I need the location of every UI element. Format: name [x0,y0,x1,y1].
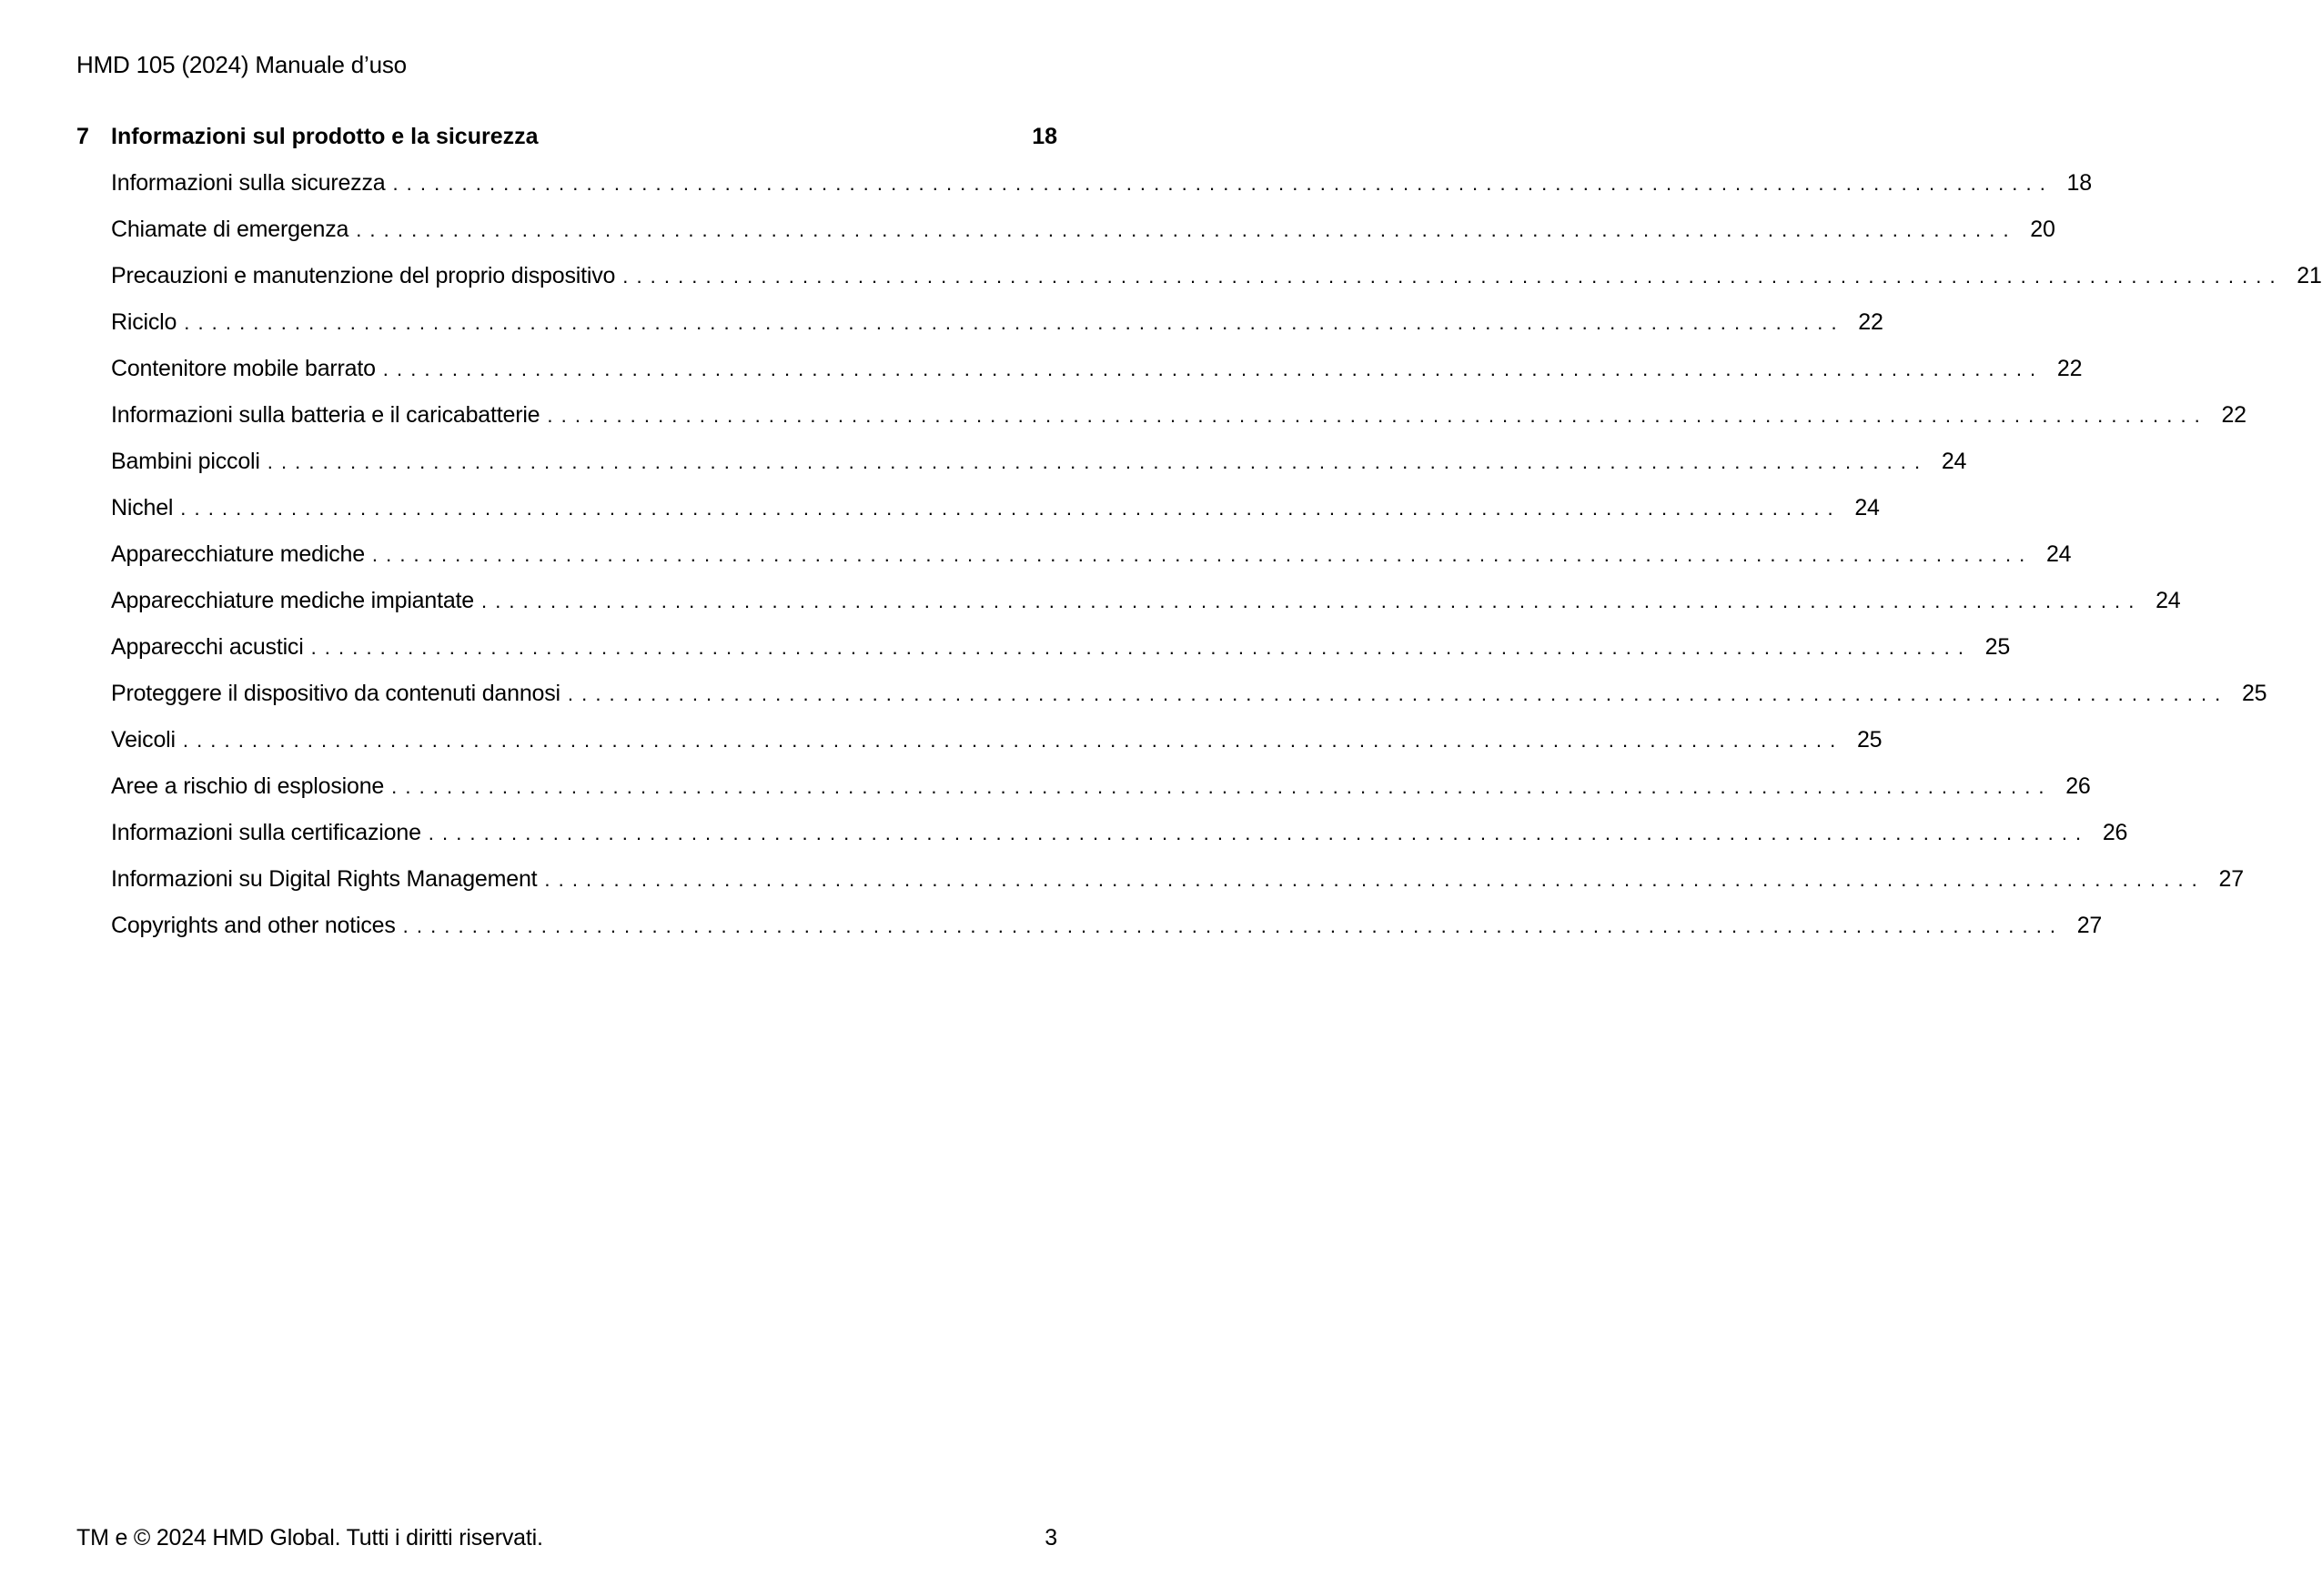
toc-entry-title: Proteggere il dispositivo da contenuti dannosi [111,681,560,706]
toc-entry[interactable] [111,773,2091,820]
toc-entry[interactable] [111,913,2103,959]
toc-entry[interactable] [111,449,1967,495]
toc-entry-title: Apparecchiature mediche impiantate [111,588,474,613]
dot-leader: ........................................................................................................................ [547,404,2208,427]
dot-leader: ........................................................................................................................ [567,682,2229,705]
toc-entry-page: 24 [2045,541,2072,567]
document-header: HMD 105 (2024) Manuale d’uso [76,51,407,78]
toc-entry[interactable] [111,634,2011,681]
toc-entry-page: 25 [1984,634,2011,660]
toc-entry-title: Informazioni sulla batteria e il caricabatterie [111,402,540,428]
toc-entry-title: Apparecchiature mediche [111,541,365,567]
toc-entry-page: 21 [2297,263,2322,288]
toc-entry-page: 22 [2221,402,2246,428]
dot-leader: ........................................................................................................................ [310,636,1973,659]
chapter-title: Informazioni sul prodotto e la sicurezza [111,124,539,149]
toc-entry-title: Informazioni sulla certificazione [111,820,421,845]
toc-entry-title: Informazioni sulla sicurezza [111,170,386,196]
toc-entry-title: Apparecchi acustici [111,634,304,660]
toc-entry-page: 27 [2218,866,2244,892]
toc-entry-page: 18 [2066,170,2092,196]
toc-entry[interactable] [111,588,2181,634]
toc-entry[interactable] [111,495,1880,541]
dot-leader: ........................................................................................................................ [356,218,2017,241]
toc-entry-page: 26 [2065,773,2091,799]
toc-entry-title: Veicoli [111,727,176,753]
toc-entry-page: 22 [1858,309,1883,335]
toc-entry-page: 24 [1854,495,1880,520]
toc-entry[interactable] [111,217,2055,263]
dot-leader: ........................................................................................................................ [544,868,2206,891]
toc-entry[interactable] [111,263,2322,309]
toc-entry[interactable] [111,541,2072,588]
toc-entry-page: 26 [2102,820,2128,845]
dot-leader: ........................................................................................................................ [182,729,1844,752]
toc-entry[interactable] [111,727,1883,773]
dot-leader: ........................................................................................................................ [622,265,2284,288]
toc-entry-page: 24 [2155,588,2181,613]
toc-entry-page: 25 [2241,681,2267,706]
dot-leader: ........................................................................................................................ [180,497,1842,520]
toc-chapter-heading[interactable] [76,124,1057,160]
dot-leader: ........................................................................................................................ [371,543,2034,566]
toc-entry[interactable] [111,681,2267,727]
chapter-page-number: 18 [1032,124,1057,149]
page-number: 3 [1045,1525,1057,1551]
toc-entry-title: Nichel [111,495,174,520]
toc-entry[interactable] [111,402,2246,449]
toc-entry-page: 27 [2076,913,2103,938]
toc-entry[interactable] [111,170,2092,217]
toc-entry[interactable] [111,866,2244,913]
document-footer [76,1525,1057,1551]
toc-entry-title: Copyrights and other notices [111,913,396,938]
toc-entry-title: Contenitore mobile barrato [111,356,376,381]
dot-leader: ........................................................................................................................ [184,311,1845,334]
toc-entry-title: Informazioni su Digital Rights Management [111,866,538,892]
toc-entry-page: 22 [2056,356,2083,381]
dot-leader: ........................................................................................................................ [428,822,2090,844]
dot-leader: ........................................................................................................................ [382,358,2044,380]
dot-leader: ........................................................................................................................ [402,914,2065,937]
copyright-notice: TM e © 2024 HMD Global. Tutti i diritti riservati. [76,1525,543,1551]
toc-entry-page: 24 [1941,449,1967,474]
toc-entry-title: Bambini piccoli [111,449,260,474]
toc-entry-list [76,170,2322,959]
toc-entry-title: Precauzioni e manutenzione del proprio dispositivo [111,263,616,288]
chapter-number: 7 [76,124,89,149]
toc-entry[interactable] [111,309,1883,356]
toc-entry-title: Aree a rischio di esplosione [111,773,385,799]
toc-entry-page: 20 [2030,217,2055,242]
dot-leader: ........................................................................................................................ [481,590,2143,612]
dot-leader: ........................................................................................................................ [267,450,1929,473]
toc-entry[interactable] [111,356,2083,402]
toc-entry-title: Chiamate di emergenza [111,217,349,242]
toc-entry-page: 25 [1856,727,1883,753]
toc-entry[interactable] [111,820,2128,866]
dot-leader: ........................................................................................................................ [392,172,2054,195]
toc-entry-title: Riciclo [111,309,177,335]
table-of-contents [76,124,2322,959]
dot-leader: ........................................................................................................................ [391,775,2053,798]
